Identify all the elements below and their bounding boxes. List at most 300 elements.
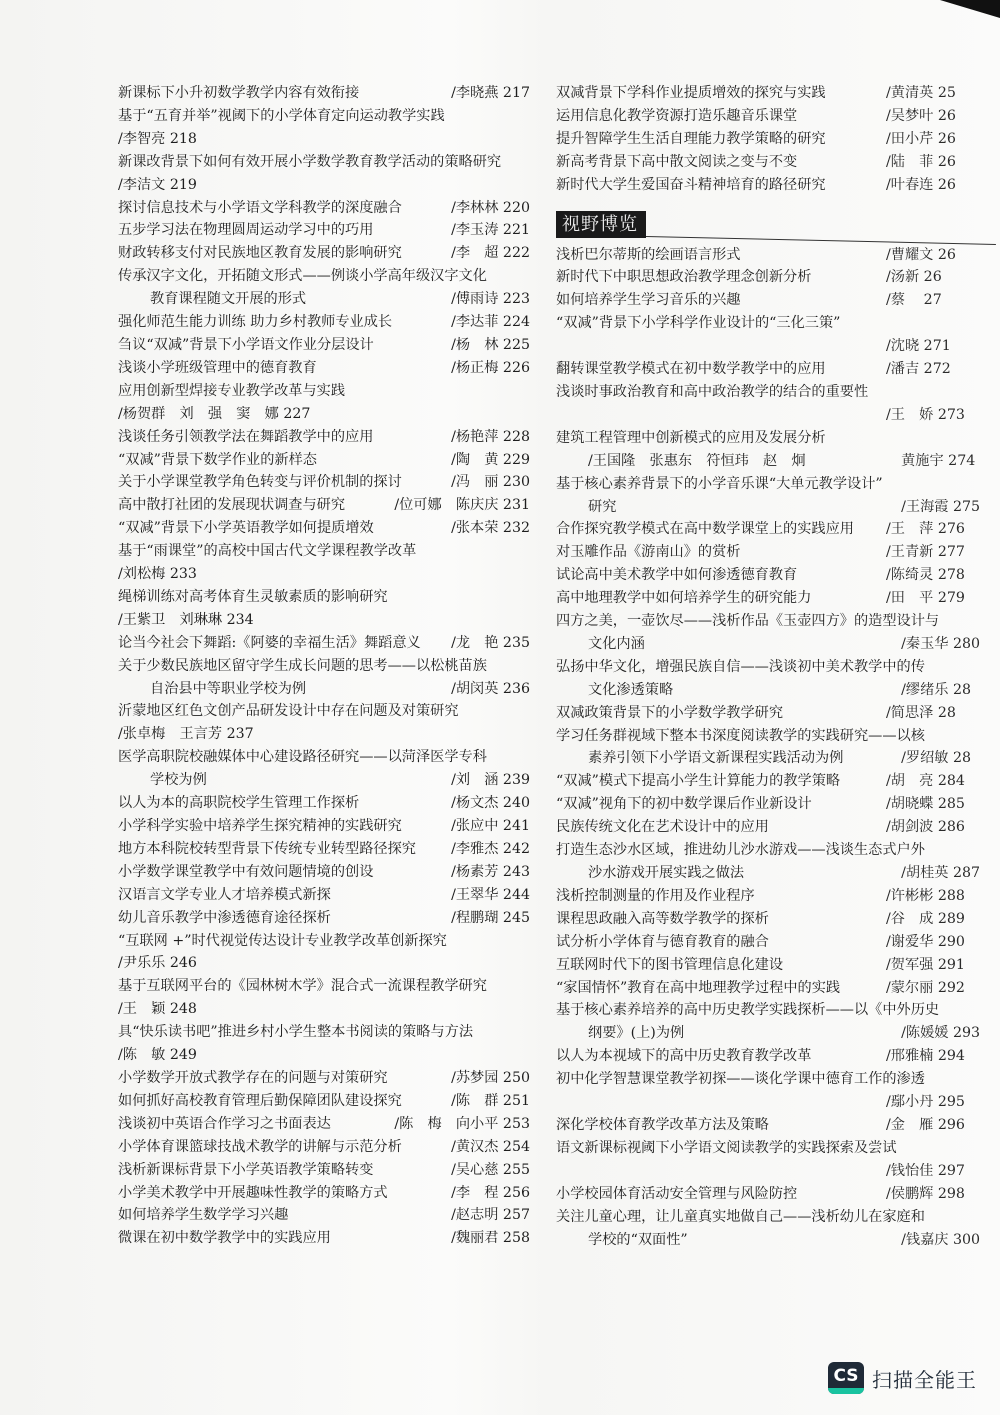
- toc-entry: [118, 1182, 530, 1205]
- article-title: 文化内涵: [588, 635, 645, 652]
- article-title: 纲要》(上)为例: [588, 1025, 685, 1042]
- toc-entry: [118, 632, 530, 655]
- article-title: 沙水游戏开展实践之做法: [588, 865, 745, 881]
- toc-entry: [556, 128, 996, 151]
- article-title: 浅析巴尔蒂斯的绘画语言形式: [556, 246, 741, 263]
- toc-line: [556, 518, 996, 541]
- toc-line: [118, 700, 530, 723]
- toc-entry: [556, 564, 996, 587]
- toc-line: [118, 723, 530, 746]
- page-corner-fold: [940, 0, 1000, 18]
- toc-entry: [556, 266, 996, 289]
- author-page: /胡闵英 236: [451, 680, 530, 697]
- author-page: /邢雅楠 294: [886, 1048, 965, 1065]
- toc-entry: [118, 517, 530, 540]
- article-title: 深化学校体育教学改革方法及策略: [556, 1116, 769, 1133]
- article-title: 如何抓好高校教育管理后勤保障团队建设探究: [118, 1092, 402, 1109]
- article-title: 双减政策背景下的小学数学教学研究: [556, 704, 784, 721]
- toc-line: [118, 1227, 530, 1250]
- toc-line: [556, 151, 996, 174]
- toc-entry: [556, 1114, 996, 1137]
- toc-entry: [118, 265, 530, 311]
- toc-entry: [118, 700, 530, 746]
- author-page: /鄢小丹 295: [886, 1094, 965, 1111]
- toc-entry: [118, 197, 530, 220]
- article-title: /王国隆 张惠东 符恒玮 赵 炯: [588, 452, 806, 469]
- toc-entry: [118, 82, 530, 105]
- article-title: 小学数学开放式教学存在的问题与对策研究: [118, 1069, 388, 1086]
- toc-entry: [556, 931, 996, 954]
- toc-line: [118, 632, 530, 655]
- toc-entry: [556, 518, 996, 541]
- toc-line: [118, 449, 530, 472]
- article-title: 四方之美，一壶饮尽——浅析作品《玉壶四方》的造型设计与: [556, 613, 940, 630]
- toc-entry: [118, 540, 530, 586]
- article-title: 传承汉字文化，开拓随文形式——例谈小学高年级汉字文化: [118, 268, 487, 285]
- toc-line: [556, 496, 996, 519]
- toc-line: [556, 1183, 996, 1206]
- toc-line: [556, 931, 996, 954]
- toc-entry: [556, 151, 996, 174]
- author-page: /罗绍敏 28: [901, 750, 972, 767]
- author-page: /陈 群 251: [451, 1092, 530, 1109]
- toc-line: [118, 540, 530, 563]
- toc-entry: [556, 1206, 996, 1252]
- toc-line: [118, 861, 530, 884]
- toc-entry: [556, 587, 996, 610]
- toc-right-column: [556, 82, 996, 1251]
- article-title: 应用创新型焊接专业教学改革与实践: [118, 382, 346, 399]
- toc-line: [556, 793, 996, 816]
- toc-line: [118, 1136, 530, 1159]
- toc-line: [556, 1160, 996, 1183]
- toc-entry: [118, 426, 530, 449]
- article-title: 双减背景下学科作业提质增效的探究与实践: [556, 85, 826, 101]
- toc-line: [118, 815, 530, 838]
- toc-entry: [556, 793, 996, 816]
- author-page: /李晓燕 217: [451, 85, 530, 101]
- toc-line: [556, 358, 996, 381]
- toc-line: [118, 219, 530, 242]
- author-page: /吴心慈 255: [451, 1161, 530, 1178]
- author-page: /刘松梅 233: [118, 566, 197, 583]
- author-page: /胡 亮 284: [886, 773, 965, 790]
- article-title: 素养引领下小学语文新课程实践活动为例: [588, 750, 844, 767]
- author-page: [886, 381, 986, 404]
- article-title: “互联网 +”时代视觉传达设计专业教学改革创新探究: [118, 932, 447, 949]
- toc-line: [556, 174, 996, 197]
- author-page: [886, 1068, 986, 1091]
- toc-entry: [556, 610, 996, 656]
- toc-line: [556, 862, 996, 885]
- toc-line: [118, 838, 530, 861]
- toc-line: [118, 1182, 530, 1205]
- author-page: /赵志明 257: [451, 1207, 530, 1224]
- toc-line: [118, 403, 530, 426]
- toc-line: [556, 312, 996, 335]
- toc-entry: [118, 1090, 530, 1113]
- toc-entry: [556, 82, 996, 105]
- toc-entry: [556, 725, 996, 771]
- article-title: 基于“五育并举”视阈下的小学体育定向运动教学实践: [118, 107, 445, 124]
- toc-line: [118, 678, 530, 701]
- toc-line: [118, 975, 530, 998]
- toc-entry: [556, 312, 996, 358]
- toc-entry: [118, 1067, 530, 1090]
- article-title: “双减”背景下小学科学作业设计的“三化三策”: [556, 315, 841, 332]
- article-title: 新课标下小升初数学教学内容有效衔接: [118, 85, 360, 101]
- author-page: /陈绮灵 278: [886, 567, 965, 584]
- article-title: 微课在初中数学教学中的实践应用: [118, 1230, 331, 1247]
- scanner-watermark: [828, 1362, 977, 1394]
- toc-entry: [556, 473, 996, 519]
- toc-line: [556, 381, 996, 404]
- toc-line: [556, 885, 996, 908]
- article-title: 小学体育课篮球技战术教学的讲解与示范分析: [118, 1138, 402, 1155]
- article-title: 如何培养学生数学学习兴趣: [118, 1207, 289, 1224]
- author-page: /田 平 279: [886, 590, 965, 607]
- article-title: 互联网时代下的图书管理信息化建设: [556, 956, 784, 973]
- author-page: /缪绪乐 28: [901, 681, 972, 698]
- article-title: 关注儿童心理，让儿童真实地做自己——浅析幼儿在家庭和: [556, 1208, 925, 1225]
- author-page: /杨素芳 243: [451, 863, 530, 880]
- author-page: /张应中 241: [451, 818, 530, 834]
- article-title: “家国情怀”教育在高中地理教学过程中的实践: [556, 979, 841, 996]
- article-title: 汉语言文学专业人才培养模式新探: [118, 886, 331, 903]
- camscanner-logo-icon: CS: [828, 1362, 864, 1394]
- article-title: 以人为本的高职院校学生管理工作探析: [118, 795, 360, 812]
- author-page: [886, 610, 986, 633]
- author-page: /沈晓 271: [886, 338, 951, 355]
- toc-line: [118, 494, 530, 517]
- author-page: /简思泽 28: [886, 704, 956, 721]
- toc-line: [556, 610, 996, 633]
- toc-line: [556, 977, 996, 1000]
- author-page: /张卓梅 王言芳 237: [118, 726, 254, 743]
- toc-line: [118, 792, 530, 815]
- article-title: 新时代大学生爱国奋斗精神培育的路径研究: [556, 176, 826, 193]
- toc-entry: [118, 380, 530, 426]
- article-title: 以人为本视域下的高中历史教育教学改革: [556, 1048, 812, 1065]
- author-page: /苏梦园 250: [451, 1069, 530, 1086]
- toc-line: [118, 357, 530, 380]
- toc-line: [556, 656, 996, 679]
- toc-line: [556, 128, 996, 151]
- author-page: /王 萍 276: [886, 521, 965, 538]
- toc-line: [556, 999, 996, 1022]
- author-page: [886, 656, 986, 679]
- toc-entry: [118, 1159, 530, 1182]
- toc-line: [556, 1229, 996, 1252]
- toc-entry: [556, 816, 996, 839]
- article-title: 浅析新课标背景下小学英语教学策略转变: [118, 1161, 374, 1178]
- toc-entry: [556, 839, 996, 885]
- toc-line: [118, 1159, 530, 1182]
- article-title: 翻转课堂教学模式在初中数学教学中的应用: [556, 361, 826, 378]
- toc-entry: [118, 357, 530, 380]
- toc-line: [556, 244, 996, 267]
- toc-entry: [118, 792, 530, 815]
- author-page: /王翠华 244: [451, 886, 530, 903]
- article-title: 对玉雕作品《游南山》的赏析: [556, 544, 741, 561]
- author-page: /陆 菲 26: [886, 153, 956, 170]
- author-page: /曹耀文 26: [886, 246, 956, 263]
- toc-line: [556, 770, 996, 793]
- author-page: [886, 427, 986, 450]
- toc-entry: [556, 656, 996, 702]
- author-page: /蔡 27: [886, 292, 942, 309]
- toc-line: [556, 541, 996, 564]
- author-page: /蒙尔丽 292: [886, 979, 965, 996]
- article-title: 沂蒙地区红色文创产品研发设计中存在问题及对策研究: [118, 703, 459, 720]
- toc-entry: [556, 977, 996, 1000]
- article-title: 新课改背景下如何有效开展小学数学教育教学活动的策略研究: [118, 153, 502, 170]
- toc-entry: [556, 244, 996, 267]
- article-title: 浅谈任务引领教学法在舞蹈教学中的应用: [118, 428, 374, 445]
- toc-line: [118, 174, 530, 197]
- author-page: /程鹏瑚 245: [451, 909, 530, 926]
- toc-line: [118, 380, 530, 403]
- article-title: 试论高中美术教学中如何渗透德育教育: [556, 567, 798, 584]
- author-page: /谷 成 289: [886, 910, 965, 927]
- toc-line: [556, 587, 996, 610]
- toc-line: [556, 473, 996, 496]
- author-page: [886, 725, 986, 748]
- toc-line: [118, 907, 530, 930]
- article-title: “双减”模式下提高小学生计算能力的教学策略: [556, 773, 841, 790]
- toc-line: [118, 242, 530, 265]
- author-page: [886, 1206, 986, 1229]
- article-title: 浅谈时事政治教育和高中政治教学的结合的重要性: [556, 383, 869, 400]
- toc-entry: [556, 427, 996, 473]
- article-title: 语文新课标视阈下小学语文阅读教学的实践探索及尝试: [556, 1139, 897, 1156]
- article-title: 学习任务群视域下整本书深度阅读教学的实践研究——以核: [556, 727, 925, 744]
- toc-entry: [118, 815, 530, 838]
- toc-entry: [556, 702, 996, 725]
- author-page: [886, 839, 986, 862]
- article-title: 基于“雨课堂”的高校中国古代文学课程教学改革: [118, 543, 417, 560]
- article-title: 教育课程随文开展的形式: [150, 291, 307, 308]
- toc-entry: [556, 1137, 996, 1183]
- toc-entry: [556, 358, 996, 381]
- article-title: 自治县中等职业学校为例: [150, 680, 307, 697]
- author-page: /胡桂英 287: [901, 865, 981, 881]
- toc-line: [556, 335, 996, 358]
- author-page: /金 雁 296: [886, 1116, 965, 1133]
- toc-line: [118, 609, 530, 632]
- article-title: 研究: [588, 498, 617, 515]
- article-title: 绳梯训练对高考体育生灵敏素质的影响研究: [118, 588, 388, 605]
- article-title: 高中地理教学中如何培养学生的研究能力: [556, 590, 812, 607]
- toc-line: [556, 908, 996, 931]
- toc-line: [556, 1091, 996, 1114]
- toc-entry: [118, 975, 530, 1021]
- toc-entry: [118, 494, 530, 517]
- article-title: 民族传统文化在艺术设计中的应用: [556, 819, 769, 836]
- toc-entry: [556, 105, 996, 128]
- toc-entry: [556, 908, 996, 931]
- toc-line: [118, 1067, 530, 1090]
- article-title: 五步学习法在物理圆周运动学习中的巧用: [118, 222, 374, 239]
- author-page: /胡剑波 286: [886, 819, 965, 836]
- toc-entry: [118, 884, 530, 907]
- article-title: 打造生态沙水区域，推进幼儿沙水游戏——浅谈生态式户外: [556, 842, 925, 859]
- author-page: /钱怡佳 297: [886, 1162, 965, 1179]
- toc-line: [556, 266, 996, 289]
- toc-line: [556, 679, 996, 702]
- toc-line: [556, 816, 996, 839]
- article-title: 小学美术教学中开展趣味性教学的策略方式: [118, 1184, 388, 1201]
- toc-line: [118, 586, 530, 609]
- author-page: /魏丽君 258: [451, 1230, 530, 1247]
- toc-line: [118, 655, 530, 678]
- author-page: /李洁文 219: [118, 176, 197, 193]
- author-page: /杨文杰 240: [451, 795, 530, 812]
- author-page: /潘吉 272: [886, 361, 951, 378]
- toc-line: [118, 563, 530, 586]
- toc-line: [556, 1022, 996, 1045]
- article-title: “双减”背景下小学英语教学如何提质增效: [118, 520, 374, 537]
- toc-line: [118, 1090, 530, 1113]
- toc-entry: [118, 1113, 530, 1136]
- toc-line: [556, 747, 996, 770]
- toc-line: [118, 105, 530, 128]
- article-title: 地方本科院校转型背景下传统专业转型路径探究: [118, 840, 416, 857]
- author-page: /钱嘉庆 300: [901, 1231, 981, 1248]
- author-page: /刘 涵 239: [451, 772, 530, 789]
- article-title: 课程思政融入高等数学教学的探析: [556, 910, 769, 927]
- toc-entry: [118, 861, 530, 884]
- toc-line: [118, 952, 530, 975]
- toc-line: [118, 746, 530, 769]
- toc-line: [118, 334, 530, 357]
- article-title: 运用信息化教学资源打造乐趣音乐课堂: [556, 107, 798, 124]
- toc-line: [556, 289, 996, 312]
- toc-line: [556, 404, 996, 427]
- author-page: /陈媛媛 293: [901, 1025, 981, 1042]
- toc-line: [118, 769, 530, 792]
- article-title: 关于少数民族地区留守学生成长问题的思考——以松桃苗族: [118, 657, 487, 674]
- author-page: /田小芹 26: [886, 130, 956, 147]
- article-title: 医学高职院校融媒体中心建设路径研究——以菏泽医学专科: [118, 749, 487, 766]
- toc-line: [556, 839, 996, 862]
- author-page: /王青新 277: [886, 544, 965, 561]
- toc-line: [118, 151, 530, 174]
- author-page: /贺军强 291: [886, 956, 965, 973]
- toc-entry: [118, 151, 530, 197]
- author-page: /李 超 222: [451, 245, 530, 262]
- author-page: [886, 999, 986, 1022]
- article-title: “双减”视角下的初中数学课后作业新设计: [556, 796, 812, 813]
- article-title: 合作探究教学模式在高中数学课堂上的实践应用: [556, 521, 854, 538]
- author-page: [886, 473, 986, 496]
- section-header: [556, 211, 996, 238]
- article-title: 幼儿音乐教学中渗透德育途径探析: [118, 909, 331, 926]
- article-title: 浅谈小学班级管理中的德育教育: [118, 359, 317, 376]
- article-title: 高中散打社团的发展现状调查与研究: [118, 497, 346, 514]
- author-page: /李玉涛 221: [451, 222, 530, 239]
- toc-line: [556, 954, 996, 977]
- author-page: /汤新 26: [886, 269, 942, 286]
- toc-entry: [118, 746, 530, 792]
- toc-line: [118, 1204, 530, 1227]
- toc-line: [118, 1113, 530, 1136]
- toc-entry: [556, 999, 996, 1045]
- article-title: 建筑工程管理中创新模式的应用及发展分析: [556, 429, 826, 446]
- author-page: /谢爱华 290: [886, 933, 965, 950]
- toc-line: [556, 1045, 996, 1068]
- article-title: 学校的“双面性”: [588, 1231, 688, 1248]
- author-page: /杨艳萍 228: [451, 428, 530, 445]
- toc-line: [556, 105, 996, 128]
- author-page: /黄清英 25: [886, 85, 956, 101]
- toc-entry: [118, 907, 530, 930]
- author-page: [886, 312, 986, 335]
- article-title: 强化师范生能力训练 助力乡村教师专业成长: [118, 314, 393, 331]
- author-page: /龙 艳 235: [451, 634, 530, 651]
- author-page: /陈 敏 249: [118, 1047, 197, 1064]
- toc-entry: [118, 471, 530, 494]
- toc-entry: [118, 1204, 530, 1227]
- toc-line: [556, 564, 996, 587]
- toc-entry: [556, 1045, 996, 1068]
- toc-line: [556, 702, 996, 725]
- article-title: 关于小学课堂教学角色转变与评价机制的探讨: [118, 474, 402, 491]
- author-page: /王 娇 273: [886, 406, 965, 423]
- article-title: “双减”背景下数学作业的新样态: [118, 451, 317, 468]
- author-page: /王 颖 248: [118, 1001, 197, 1018]
- author-page: /位可娜 陈庆庆 231: [394, 497, 530, 514]
- article-title: 文化渗透策略: [588, 681, 674, 698]
- author-page: /许彬彬 288: [886, 887, 965, 904]
- toc-line: [118, 998, 530, 1021]
- toc-entry: [118, 334, 530, 357]
- author-page: /傅雨诗 223: [451, 291, 530, 308]
- toc-entry: [556, 770, 996, 793]
- toc-line: [556, 1068, 996, 1091]
- toc-entry: [118, 1021, 530, 1067]
- article-title: 新高考背景下高中散文阅读之变与不变: [556, 153, 798, 170]
- toc-entry: [556, 885, 996, 908]
- author-page: /杨贺群 刘 强 窦 娜 227: [118, 405, 311, 422]
- toc-line: [556, 725, 996, 748]
- toc-line: [118, 311, 530, 334]
- article-title: 提升智障学生生活自理能力教学策略的研究: [556, 130, 826, 147]
- toc-line: [118, 930, 530, 953]
- toc-entry: [556, 1183, 996, 1206]
- article-title: 学校为例: [150, 772, 207, 789]
- toc-line: [556, 1206, 996, 1229]
- author-page: /陶 黄 229: [451, 451, 530, 468]
- toc-entry: [118, 930, 530, 976]
- toc-line: [556, 450, 996, 473]
- author-page: /黄汉杰 254: [451, 1138, 530, 1155]
- section-title: 视野博览: [556, 211, 646, 238]
- article-title: 小学科学实验中培养学生探究精神的实践研究: [118, 818, 402, 834]
- article-title: 浅析控制测量的作用及作业程序: [556, 887, 755, 904]
- article-title: 论当今社会下舞蹈:《阿婆的幸福生活》舞蹈意义: [118, 634, 421, 651]
- toc-entry: [118, 838, 530, 861]
- toc-entry: [118, 1136, 530, 1159]
- article-title: 具“快乐读书吧”推进乡村小学生整本书阅读的策略与方法: [118, 1024, 474, 1041]
- article-title: 浅谈初中英语合作学习之书面表达: [118, 1115, 331, 1132]
- author-page: /陈 梅 向小平 253: [394, 1115, 530, 1132]
- author-page: /杨正梅 226: [451, 359, 530, 376]
- toc-line: [556, 427, 996, 450]
- author-page: /李智亮 218: [118, 130, 197, 147]
- article-title: 弘扬中华文化，增强民族自信——浅谈初中美术教学中的传: [556, 658, 925, 675]
- toc-entry: [556, 289, 996, 312]
